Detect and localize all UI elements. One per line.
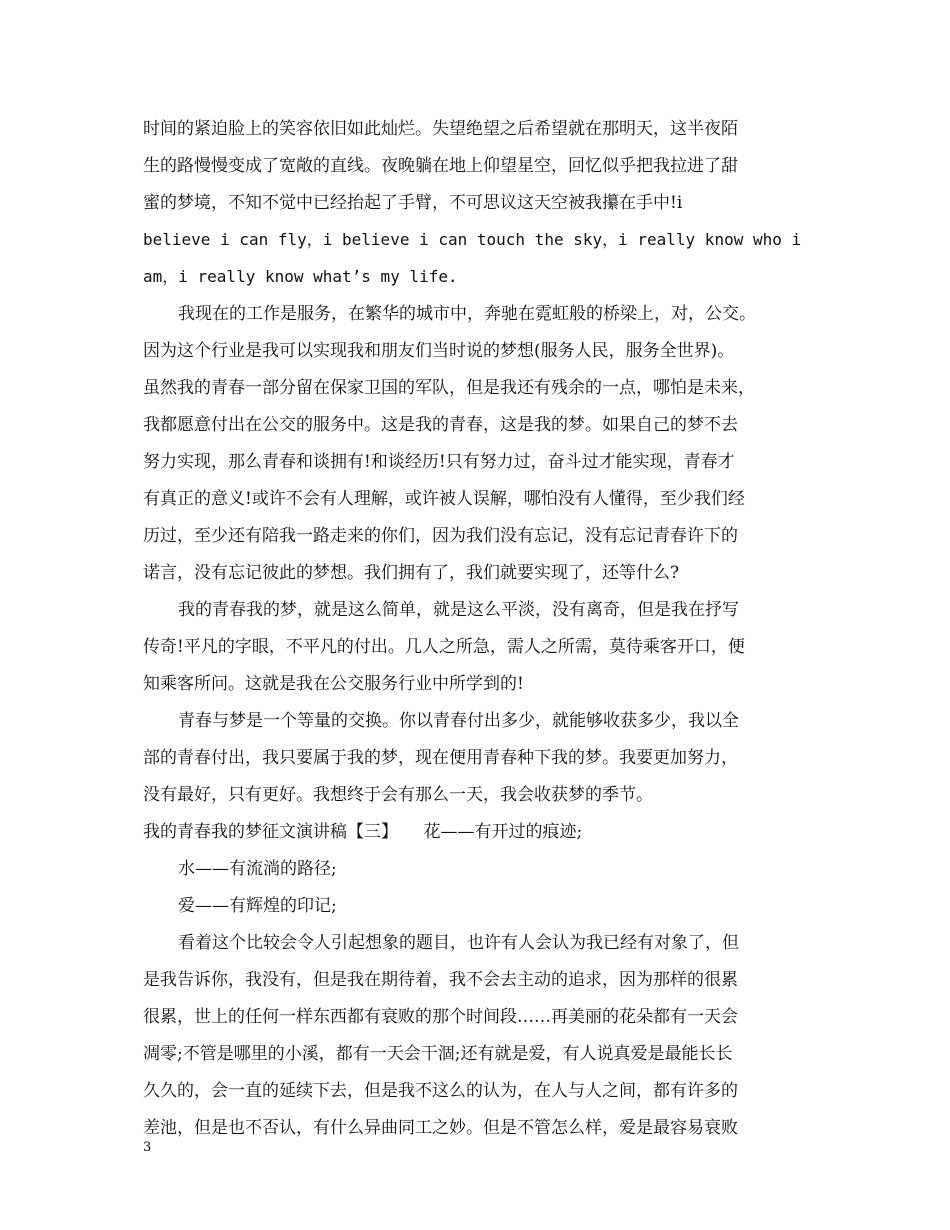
text-line: believe i can fly，i believe i can touch the sky，i really know who i bbox=[143, 230, 802, 249]
text-line: 知乘客所问。这就是我在公交服务行业中所学到的! bbox=[143, 674, 524, 694]
text-line: 久久的，会一直的延续下去，但是我不这么的认为，在人与人之间，都有许多的 bbox=[143, 1081, 738, 1101]
text-line: 因为这个行业是我可以实现我和朋友们当时说的梦想(服务人民，服务全世界)。 bbox=[143, 341, 735, 361]
paragraph-first-line: 我现在的工作是服务，在繁华的城市中，奔驰在霓虹般的桥梁上，对，公交。 bbox=[178, 304, 756, 324]
text-line: 爱——有辉煌的印记; bbox=[178, 896, 337, 916]
text-line: 诺言，没有忘记彼此的梦想。我们拥有了，我们就要实现了，还等什么? bbox=[143, 563, 680, 583]
text-line: am，i really know what’s my life. bbox=[143, 267, 458, 286]
text-line: 没有最好，只有更好。我想终于会有那么一天，我会收获梦的季节。 bbox=[143, 785, 653, 805]
text-line: 时间的紧迫脸上的笑容依旧如此灿烂。失望绝望之后希望就在那明天，这半夜陌 bbox=[143, 119, 738, 139]
paragraph-first-line: 看着这个比较会令人引起想象的题目，也许有人会认为我已经有对象了，但 bbox=[178, 933, 739, 953]
text-line: 我都愿意付出在公交的服务中。这是我的青春，这是我的梦。如果自己的梦不去 bbox=[143, 415, 738, 435]
text-line: 历过，至少还有陪我一路走来的你们，因为我们没有忘记，没有忘记青春许下的 bbox=[143, 526, 738, 546]
text-line: 凋零;不管是哪里的小溪，都有一天会干涸;还有就是爱，有人说真爱是最能长长 bbox=[143, 1044, 733, 1064]
text-line: 有真正的意义!或许不会有人理解，或许被人误解，哪怕没有人懂得，至少我们经 bbox=[143, 489, 745, 509]
page-number: 3 bbox=[143, 1140, 152, 1155]
section-heading-line: 我的青春我的梦征文演讲稿【三】 花——有开过的痕迹; bbox=[143, 822, 583, 842]
paragraph-first-line: 我的青春我的梦，就是这么简单，就是这么平淡，没有离奇，但是我在抒写 bbox=[178, 600, 739, 620]
text-line: 很累，世上的任何一样东西都有衰败的那个时间段……再美丽的花朵都有一天会 bbox=[143, 1007, 738, 1027]
text-line: 传奇!平凡的字眼，不平凡的付出。几人之所急，需人之所需，莫待乘客开口，便 bbox=[143, 637, 745, 657]
text-line: 水——有流淌的路径; bbox=[178, 859, 337, 879]
text-line: 虽然我的青春一部分留在保家卫国的军队，但是我还有残余的一点，哪怕是未来， bbox=[143, 378, 755, 398]
paragraph-first-line: 青春与梦是一个等量的交换。你以青春付出多少，就能够收获多少，我以全 bbox=[178, 711, 739, 731]
text-line: 部的青春付出，我只要属于我的梦，现在便用青春种下我的梦。我要更加努力， bbox=[143, 748, 738, 768]
text-line: 是我告诉你，我没有，但是我在期待着，我不会去主动的追求，因为那样的很累 bbox=[143, 970, 738, 990]
text-line: 蜜的梦境，不知不觉中已经抬起了手臂，不可思议这天空被我攥在手中!i bbox=[143, 193, 683, 213]
text-line: 生的路慢慢变成了宽敞的直线。夜晚躺在地上仰望星空，回忆似乎把我拉进了甜 bbox=[143, 156, 738, 176]
text-line: 努力实现，那么青春和谈拥有!和谈经历!只有努力过，奋斗过才能实现，青春才 bbox=[143, 452, 735, 472]
text-line: 差池，但是也不否认，有什么异曲同工之妙。但是不管怎么样，爱是最容易衰败 bbox=[143, 1118, 738, 1138]
